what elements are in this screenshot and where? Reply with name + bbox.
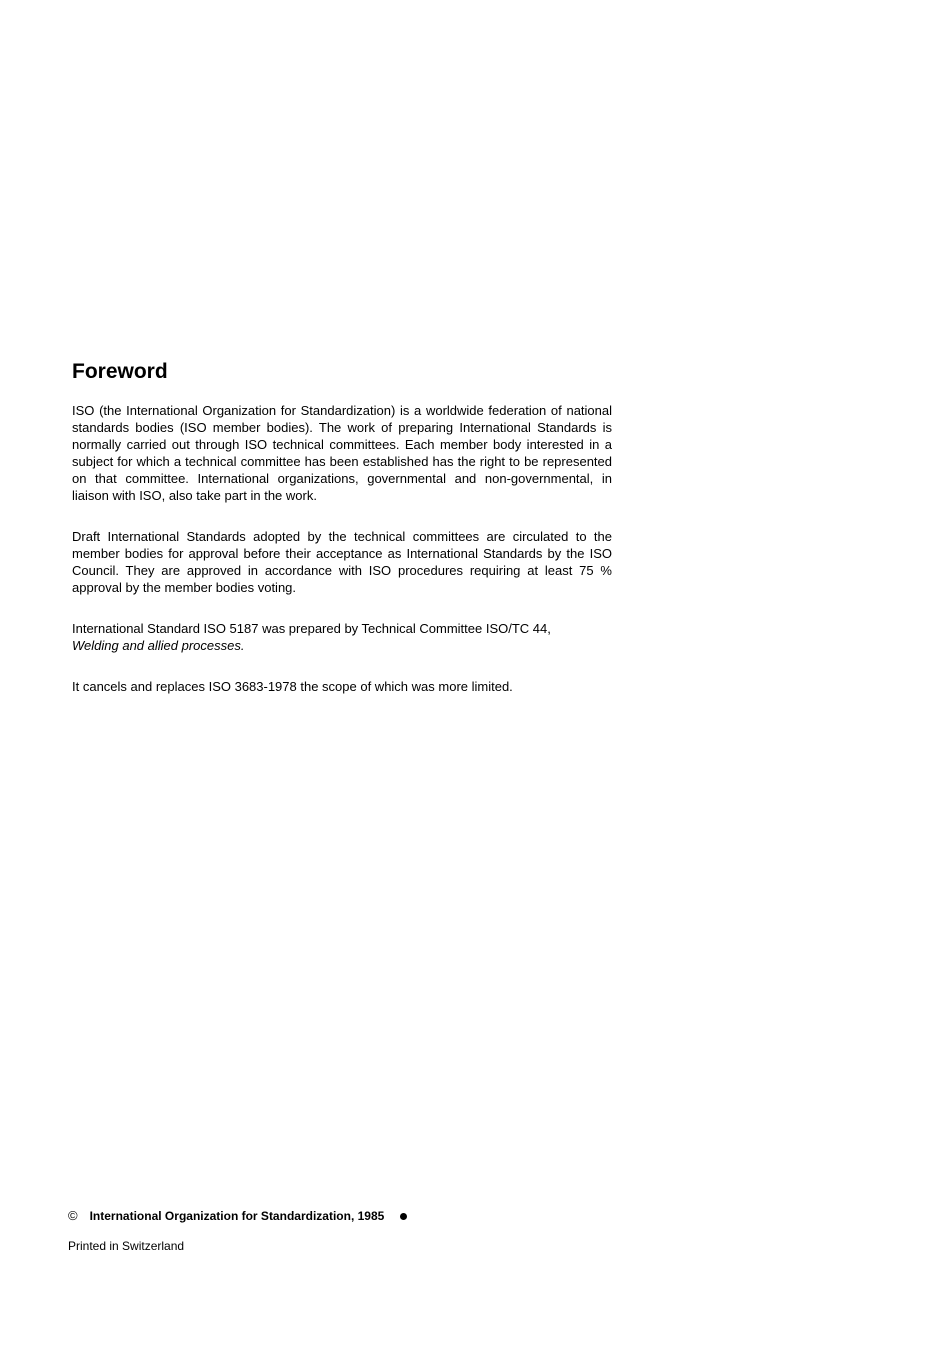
page-title: Foreword (72, 360, 168, 383)
printed-in-text: Printed in Switzerland (68, 1239, 185, 1253)
prepared-by-text: International Standard ISO 5187 was prepared by Technical Committee ISO/TC 44, (72, 621, 551, 636)
foreword-paragraph-prepared (72, 620, 612, 654)
copyright-icon: © (68, 1208, 78, 1223)
foreword-paragraph-2: Draft International Standards adopted by the technical committees are circulated to the member bodies for approval before their acceptance as International Standards by the ISO Council. They are approved in accordance with ISO procedures requiring at least 75 % approval by the member bodies voting. (72, 529, 612, 595)
foreword-paragraph-1: ISO (the International Organization for Standardization) is a worldwide federation of national standards bodies (ISO member bodies). The work of preparing International Standards is normally carried out through ISO technical committees. Each member body interested in a subject for which a technical committee has been established has the right to be represented on that committee. International organizations, governmental and non-governmental, in liaison with ISO, also take part in the work. (72, 403, 612, 503)
bullet-icon (400, 1213, 407, 1220)
copyright-text: International Organization for Standardization, 1985 (89, 1209, 385, 1223)
page-footer (68, 1208, 407, 1254)
foreword-paragraph-cancels: It cancels and replaces ISO 3683-1978 the scope of which was more limited. (72, 679, 513, 694)
committee-title: Welding and allied processes. (72, 638, 245, 653)
foreword-section (72, 358, 612, 695)
copyright-line (68, 1208, 407, 1224)
